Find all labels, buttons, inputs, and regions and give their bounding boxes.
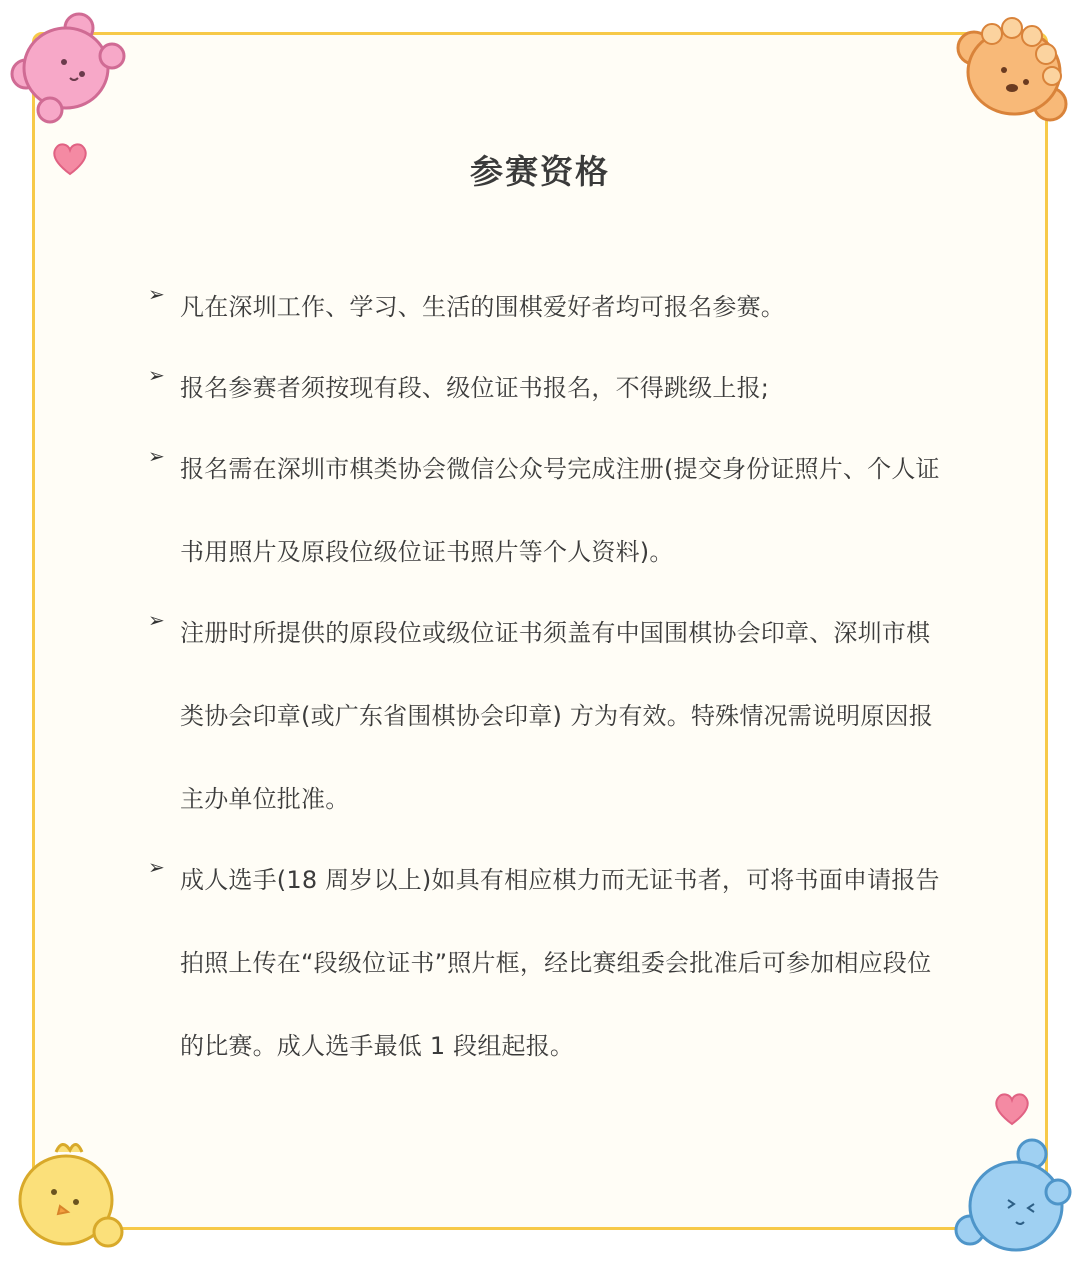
pink-bear-icon (4, 4, 134, 124)
list-item-text: 凡在深圳工作、学习、生活的围棋爱好者均可报名参赛。 (180, 293, 785, 321)
list-item (146, 347, 946, 430)
arrow-bullet-icon: ➢ (148, 855, 165, 879)
list-item-text: 报名参赛者须按现有段、级位证书报名，不得跳级上报; (180, 374, 770, 402)
arrow-bullet-icon: ➢ (148, 608, 165, 632)
list-item (146, 266, 946, 349)
arrow-bullet-icon: ➢ (148, 282, 165, 306)
arrow-bullet-icon: ➢ (148, 363, 165, 387)
list-item (146, 592, 946, 841)
orange-bear-icon (948, 8, 1076, 130)
list-item (146, 428, 946, 594)
list-item (146, 839, 946, 1088)
eligibility-list (146, 266, 946, 1100)
list-item-text: 注册时所提供的原段位或级位证书须盖有中国围棋协会印章、深圳市棋类协会印章(或广东省围棋协会印章) 方为有效。特殊情况需说明原因报主办单位批准。 (180, 619, 933, 813)
list-item-text: 报名需在深圳市棋类协会微信公众号完成注册(提交身份证照片、个人证书用照片及原段位级位证书照片等个人资料)。 (180, 455, 940, 566)
list-item-text: 成人选手(18 周岁以上)如具有相应棋力而无证书者，可将书面申请报告拍照上传在“段级位证书”照片框，经比赛组委会批准后可参加相应段位的比赛。成人选手最低 1 段组起报。 (180, 866, 940, 1060)
yellow-chick-icon (4, 1132, 134, 1260)
arrow-bullet-icon: ➢ (148, 444, 165, 468)
page-title: 参赛资格 (470, 152, 610, 191)
blue-bear-icon (950, 1134, 1076, 1260)
heart-icon (992, 1090, 1032, 1126)
